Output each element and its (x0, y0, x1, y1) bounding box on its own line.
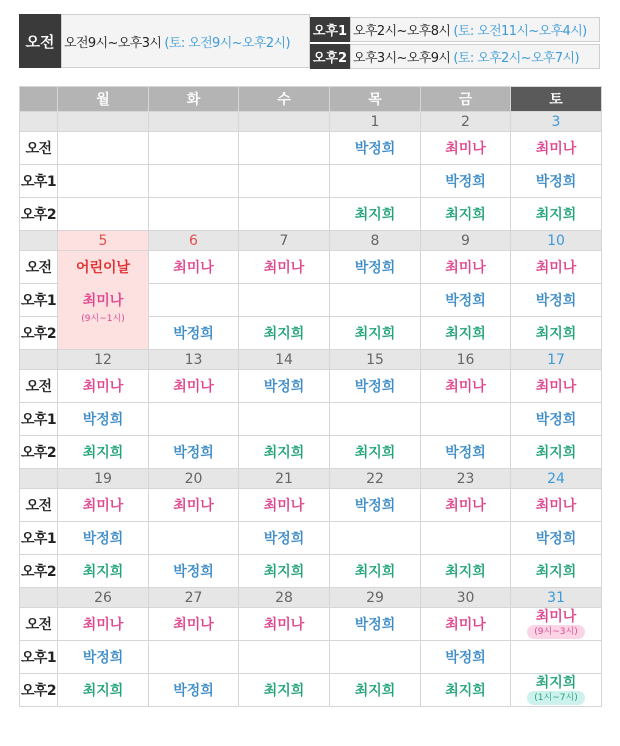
shift-cell: 박정희 (421, 436, 511, 469)
day-header-mon: 월 (58, 87, 149, 112)
shift-cell (239, 165, 330, 198)
legend-am-label: 오전 (19, 14, 61, 68)
shift-cell: 최지희 (58, 555, 149, 588)
shift-cell (58, 165, 149, 198)
pm1-row (20, 165, 602, 198)
shift-cell: 최지희 (239, 436, 330, 469)
date-cell: 28 (239, 588, 330, 608)
shift-cell (149, 165, 239, 198)
shift-cell: 최지희 (239, 674, 330, 707)
date-row-label (20, 588, 58, 608)
shift-cell (330, 284, 421, 317)
am-row (20, 608, 602, 641)
shift-cell: 박정희 (330, 251, 421, 284)
shift-cell: 최지희 (330, 674, 421, 707)
date-row-label (20, 112, 58, 132)
shift-cell: 최지희 (511, 317, 602, 350)
pm2-row (20, 555, 602, 588)
shift-cell: 최지희 (330, 198, 421, 231)
shift-cell: 최지희 (330, 317, 421, 350)
legend-pm2-hours: 오후3시~오후9시 (353, 51, 451, 66)
shift-cell: 최미나 (421, 608, 511, 641)
date-row-label (20, 469, 58, 489)
shift-cell (149, 403, 239, 436)
shift-cell: 최미나 (421, 370, 511, 403)
shift-cell: 최지희 (511, 436, 602, 469)
day-header-thu: 목 (330, 87, 421, 112)
pm2-row (20, 436, 602, 469)
corner-header (20, 87, 58, 112)
legend-am-sat: (토: 오전9시~오후2시) (164, 35, 290, 51)
am-row (20, 489, 602, 522)
shift-cell (239, 403, 330, 436)
holiday-label: 어린이날 (58, 251, 149, 284)
shift-cell: 최미나 (149, 489, 239, 522)
shift-cell: 최지희 (58, 674, 149, 707)
shift-cell: 박정희 (511, 522, 602, 555)
date-cell: 6 (149, 231, 239, 251)
shift-cell: 박정희 (149, 674, 239, 707)
pm1-row (20, 284, 602, 317)
legend-pm1-sat: (토: 오전11시~오후4시) (453, 24, 587, 39)
shift-cell: 최미나 (58, 608, 149, 641)
shift-cell: 박정희 (421, 284, 511, 317)
pm2-row (20, 674, 602, 707)
shift-cell (149, 198, 239, 231)
shift-cell: 최미나 (421, 251, 511, 284)
shift-cell (149, 522, 239, 555)
slot-label-am: 오전 (20, 132, 58, 165)
date-cell-holiday: 5 (58, 231, 149, 251)
shift-name: 최미나 (535, 608, 577, 625)
shift-cell: 박정희 (511, 284, 602, 317)
date-cell: 3 (511, 112, 602, 132)
shift-name: 최미나 (82, 292, 124, 309)
slot-label-pm2: 오후2 (20, 317, 58, 350)
date-cell: 16 (421, 350, 511, 370)
date-cell: 14 (239, 350, 330, 370)
pm1-row (20, 522, 602, 555)
shift-cell (149, 641, 239, 674)
shift-hours-note: (9시~3시) (527, 625, 585, 639)
shift-cell: 최지희 (421, 555, 511, 588)
slot-label-am: 오전 (20, 251, 58, 284)
am-row (20, 370, 602, 403)
shift-cell: 최미나 (239, 608, 330, 641)
date-cell: 29 (330, 588, 421, 608)
date-cell: 13 (149, 350, 239, 370)
shift-cell: 박정희 (149, 555, 239, 588)
shift-cell: 최지희 (330, 436, 421, 469)
shift-cell: 최지희 (511, 555, 602, 588)
date-cell: 22 (330, 469, 421, 489)
shift-cell: 최미나 (149, 370, 239, 403)
shift-cell: 박정희 (239, 522, 330, 555)
legend-pm1-hours: 오후2시~오후8시 (353, 24, 451, 39)
date-cell: 19 (58, 469, 149, 489)
shift-cell: 최미나 (58, 370, 149, 403)
shift-name: 최지희 (535, 674, 577, 691)
shift-cell: 최지희 (511, 198, 602, 231)
shift-cell: 최미나 (421, 489, 511, 522)
shift-cell: 박정희 (330, 608, 421, 641)
shift-cell (511, 641, 602, 674)
shift-cell: 최지희 (421, 198, 511, 231)
day-header-tue: 화 (149, 87, 239, 112)
legend-am-text (64, 14, 290, 68)
day-header-wed: 수 (239, 87, 330, 112)
pm2-row (20, 198, 602, 231)
shift-cell (330, 641, 421, 674)
shift-cell (149, 284, 239, 317)
slot-label-pm1: 오후1 (20, 403, 58, 436)
slot-label-pm1: 오후1 (20, 284, 58, 317)
slot-label-pm1: 오후1 (20, 165, 58, 198)
date-cell (149, 112, 239, 132)
shift-cell (149, 132, 239, 165)
legend-pm2-label: 오후2 (310, 44, 350, 69)
date-cell (239, 112, 330, 132)
date-row (20, 469, 602, 489)
date-cell: 12 (58, 350, 149, 370)
shift-cell: 최미나 (511, 251, 602, 284)
shift-cell-holiday (58, 284, 149, 350)
schedule-table (19, 86, 602, 707)
shift-cell: 최지희 (421, 674, 511, 707)
shift-cell: 최지희 (330, 555, 421, 588)
date-cell: 7 (239, 231, 330, 251)
shift-cell: 박정희 (58, 641, 149, 674)
shift-cell: 박정희 (149, 436, 239, 469)
shift-cell: 박정희 (421, 165, 511, 198)
shift-cell: 박정희 (330, 489, 421, 522)
slot-label-pm2: 오후2 (20, 198, 58, 231)
shift-cell: 최미나 (239, 251, 330, 284)
shift-cell: 박정희 (421, 641, 511, 674)
date-cell: 9 (421, 231, 511, 251)
shift-cell: 최지희 (239, 317, 330, 350)
date-cell: 30 (421, 588, 511, 608)
shift-hours-note: (1시~7시) (527, 691, 585, 705)
date-row (20, 588, 602, 608)
am-row (20, 132, 602, 165)
shift-cell: 최지희 (421, 317, 511, 350)
shift-cell (330, 522, 421, 555)
shift-cell (58, 198, 149, 231)
shift-cell: 최미나 (511, 489, 602, 522)
shift-cell (421, 522, 511, 555)
shift-hours-note: (9시~1시) (81, 313, 125, 324)
shift-cell (239, 198, 330, 231)
date-cell: 10 (511, 231, 602, 251)
shift-cell (239, 284, 330, 317)
shift-cell: 박정희 (149, 317, 239, 350)
shift-cell: 최미나 (511, 370, 602, 403)
date-row-label (20, 350, 58, 370)
date-cell: 31 (511, 588, 602, 608)
shift-cell (58, 132, 149, 165)
date-row (20, 112, 602, 132)
shift-cell: 최지희 (239, 555, 330, 588)
date-cell (58, 112, 149, 132)
shift-cell: 최미나 (421, 132, 511, 165)
legend-am-hours: 오전9시~오후3시 (64, 35, 162, 51)
slot-label-pm1: 오후1 (20, 522, 58, 555)
pm1-row (20, 403, 602, 436)
shift-cell (421, 403, 511, 436)
date-cell: 23 (421, 469, 511, 489)
slot-label-pm2: 오후2 (20, 555, 58, 588)
legend-pm1-label: 오후1 (310, 17, 350, 42)
date-cell: 1 (330, 112, 421, 132)
shift-cell (239, 132, 330, 165)
date-cell: 20 (149, 469, 239, 489)
shift-cell: 박정희 (511, 403, 602, 436)
date-cell: 8 (330, 231, 421, 251)
shift-cell-with-note (511, 674, 602, 707)
slot-label-pm2: 오후2 (20, 436, 58, 469)
shift-cell: 박정희 (330, 132, 421, 165)
shift-cell: 최미나 (149, 251, 239, 284)
pm1-row (20, 641, 602, 674)
shift-cell: 최미나 (239, 489, 330, 522)
slot-label-pm1: 오후1 (20, 641, 58, 674)
shift-cell: 박정희 (511, 165, 602, 198)
shift-cell: 박정희 (330, 370, 421, 403)
date-cell: 24 (511, 469, 602, 489)
legend-pm2-sat: (토: 오후2시~오후7시) (453, 51, 579, 66)
date-cell: 27 (149, 588, 239, 608)
shift-cell (330, 403, 421, 436)
slot-label-pm2: 오후2 (20, 674, 58, 707)
shift-cell-with-note (511, 608, 602, 641)
slot-label-am: 오전 (20, 370, 58, 403)
legend-pm1-text (353, 17, 587, 42)
date-row (20, 350, 602, 370)
am-row (20, 251, 602, 284)
shift-cell: 최미나 (511, 132, 602, 165)
shift-cell: 최지희 (58, 436, 149, 469)
shift-cell (239, 641, 330, 674)
shift-cell: 박정희 (239, 370, 330, 403)
shift-cell: 최미나 (58, 489, 149, 522)
date-cell: 17 (511, 350, 602, 370)
date-cell: 2 (421, 112, 511, 132)
date-cell: 15 (330, 350, 421, 370)
date-cell: 21 (239, 469, 330, 489)
date-row (20, 231, 602, 251)
day-header-fri: 금 (421, 87, 511, 112)
day-header-sat: 토 (511, 87, 602, 112)
legend-pm2-text (353, 44, 579, 69)
slot-label-am: 오전 (20, 608, 58, 641)
shift-cell: 최미나 (149, 608, 239, 641)
date-cell: 26 (58, 588, 149, 608)
shift-cell: 박정희 (58, 403, 149, 436)
date-row-label (20, 231, 58, 251)
shift-cell: 박정희 (58, 522, 149, 555)
shift-cell (330, 165, 421, 198)
slot-label-am: 오전 (20, 489, 58, 522)
